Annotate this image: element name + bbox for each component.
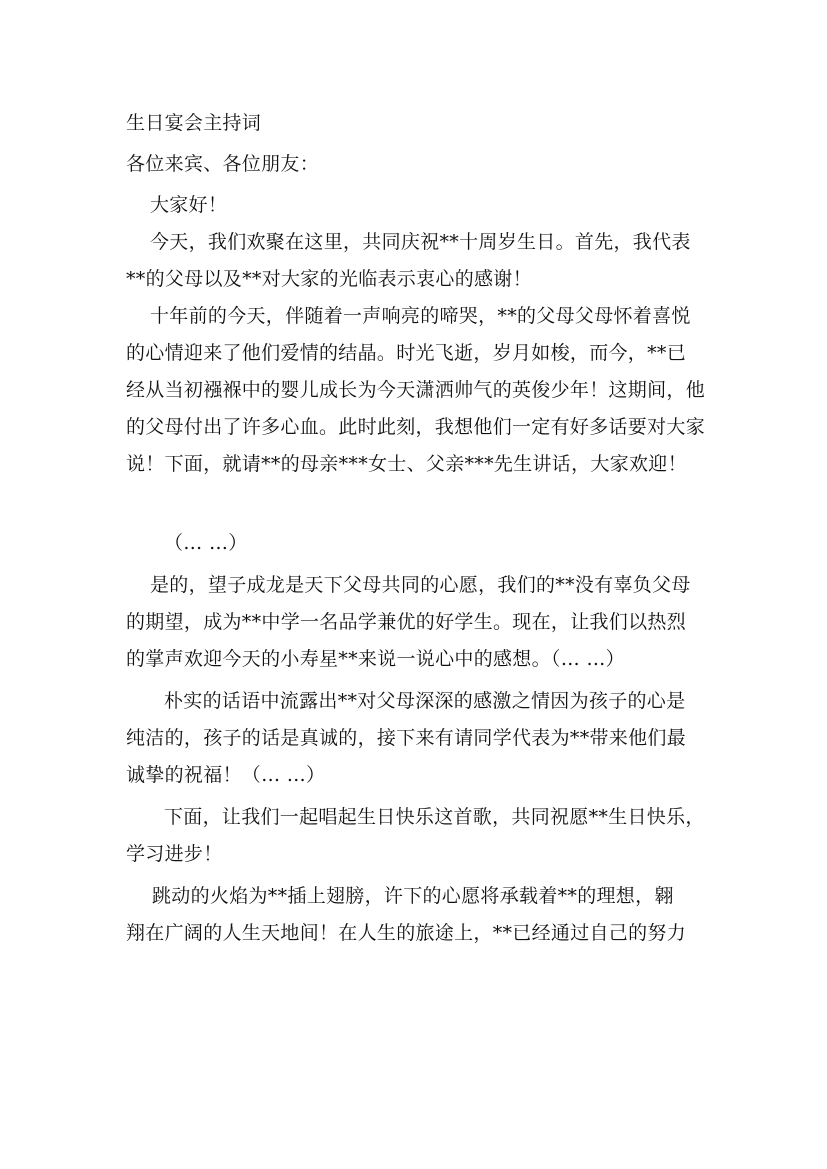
paragraph-line: **的父母以及**对大家的光临表示衷心的感谢！: [126, 268, 532, 290]
paragraph-line: 的心情迎来了他们爱情的结晶。时光飞逝，岁月如梭，而今，**已: [126, 342, 687, 364]
paragraph-6: [126, 799, 716, 873]
paragraph-3: [126, 525, 716, 562]
paragraph-line: 翔在广阔的人生天地间！在人生的旅途上，**已经通过自己的努力: [126, 922, 687, 944]
ellipsis-note: （… …）: [164, 532, 248, 554]
document-body: [126, 105, 716, 952]
paragraph-5: [126, 683, 716, 794]
paragraph-line: 的掌声欢迎今天的小寿星**来说一说心中的感想。（… …）: [126, 648, 625, 670]
paragraph-line: 的期望，成为**中学一名品学兼优的好学生。现在，让我们以热烈: [126, 611, 687, 633]
paragraph-2: [126, 298, 716, 483]
paragraph-line: 学习进步！: [126, 843, 223, 865]
salutation: 各位来宾、各位朋友：: [126, 153, 320, 175]
paragraph-line: 是的，望子成龙是天下父母共同的心愿，我们的**没有辜负父母: [150, 574, 691, 596]
paragraph-line: 跳动的火焰为**插上翅膀，许下的心愿将承载着**的理想，翱: [152, 885, 674, 907]
paragraph-line: 下面，让我们一起唱起生日快乐这首歌，共同祝愿**生日快乐，: [164, 806, 705, 828]
paragraph-line: 十年前的今天，伴随着一声响亮的啼哭，**的父母父母怀着喜悦: [150, 305, 691, 327]
paragraph-4: [126, 567, 716, 678]
paragraph-line: 朴实的话语中流露出**对父母深深的感激之情因为孩子的心是: [164, 690, 686, 712]
paragraph-line: 诚挚的祝福！（… …）: [126, 764, 326, 786]
paragraph-line: 今天，我们欢聚在这里，共同庆祝**十周岁生日。首先，我代表: [150, 231, 691, 253]
paragraph-line: 经从当初襁褓中的婴儿成长为今天潇洒帅气的英俊少年！这期间，他: [126, 379, 706, 401]
paragraph-1: [126, 224, 716, 298]
paragraph-7: [126, 878, 716, 952]
document-title: 生日宴会主持词: [126, 112, 262, 134]
paragraph-line: 的父母付出了许多心血。此时此刻，我想他们一定有好多话要对大家: [126, 416, 706, 438]
paragraph-line: 说！下面，就请**的母亲***女士、父亲***先生讲话，大家欢迎！: [126, 453, 687, 475]
greeting: 大家好！: [150, 194, 228, 216]
paragraph-line: 纯洁的，孩子的话是真诚的，接下来有请同学代表为**带来他们最: [126, 727, 687, 749]
